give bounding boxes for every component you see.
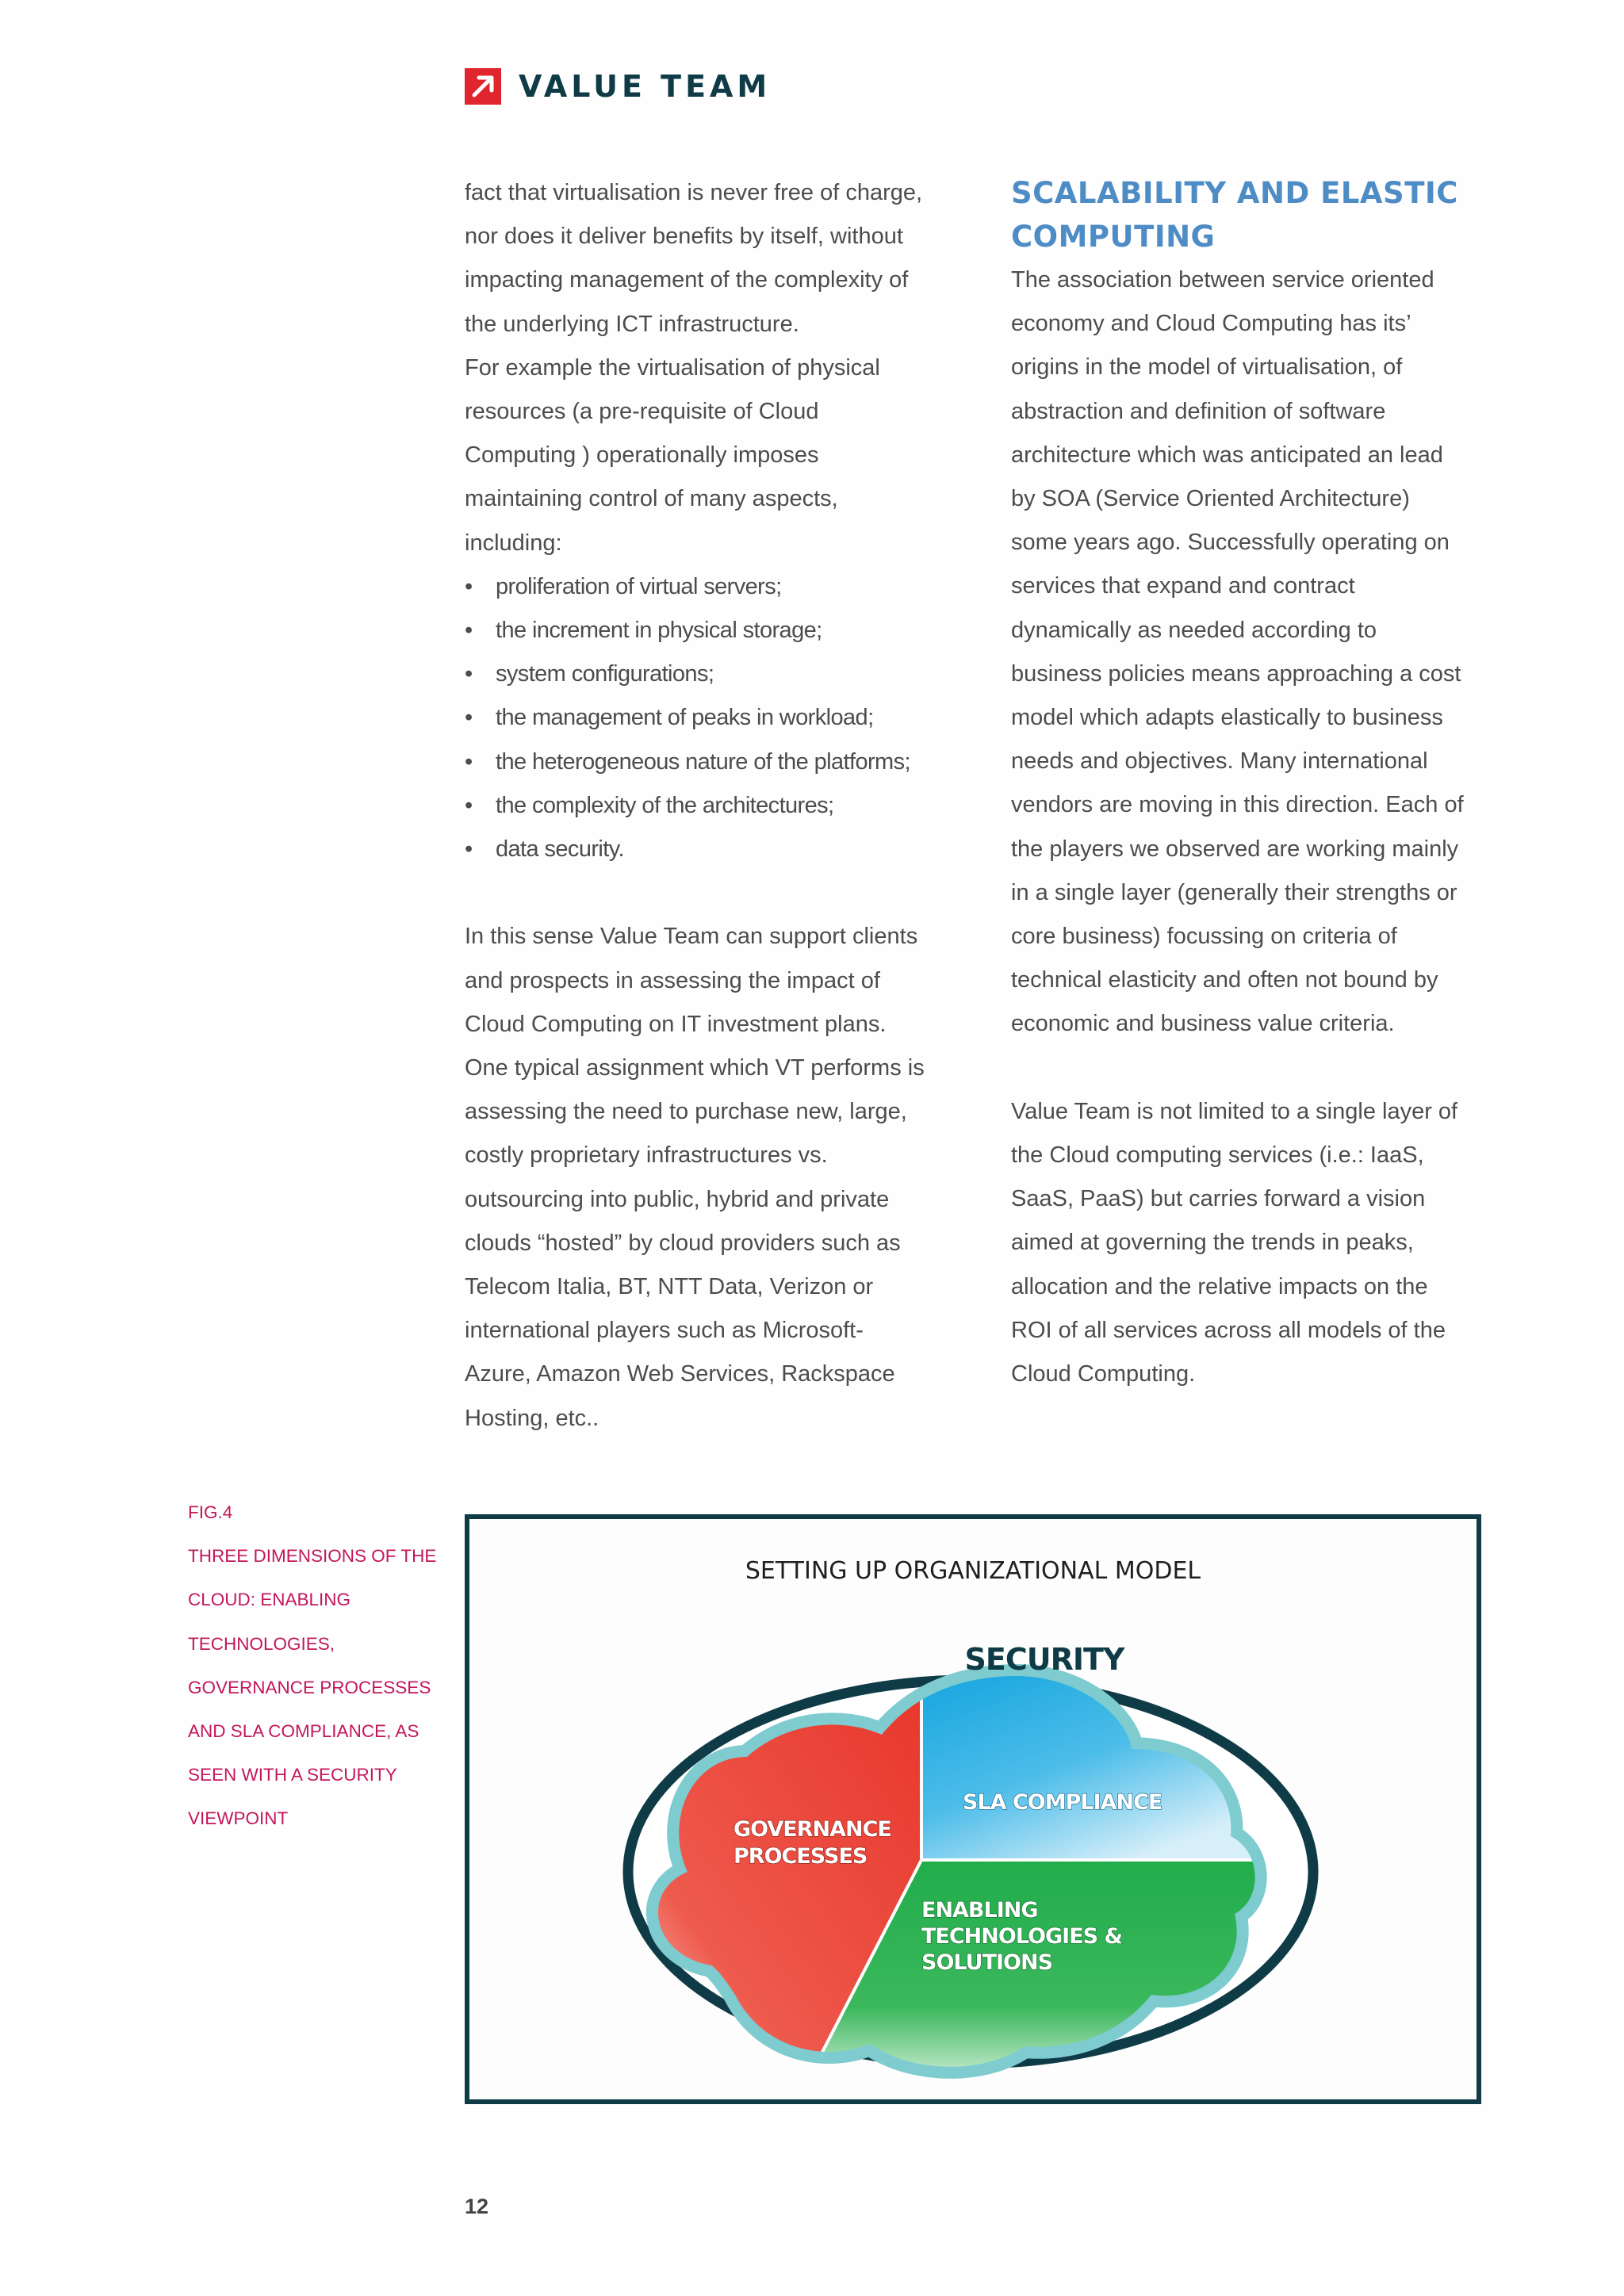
figure-caption: FIG.4 THREE DIMENSIONS OF THE CLOUD: ENABLING TECHNOLOGIES, GOVERNANCE PROCESSES AND SLA COMPLIANCE, AS SEEN WITH A SECURITY VIEWPOINT	[188, 1502, 437, 1829]
list-item: • the complexity of the architectures;	[465, 784, 940, 828]
paragraph-gap	[1011, 1047, 1487, 1090]
svg-text:SLA COMPLIANCE: SLA COMPLIANCE	[963, 1790, 1162, 1815]
left-column	[465, 171, 940, 1441]
page-number: 12	[465, 2195, 489, 2218]
list-item: • the increment in physical storage;	[465, 609, 940, 652]
list-item: • data security.	[465, 828, 940, 871]
list-item: • proliferation of virtual servers;	[465, 565, 940, 609]
assessment-paragraph: In this sense Value Team can support clients and prospects in assessing the impact of Cloud Computing on IT investment plans. One typical assignment which VT performs is assessing the need to purchase new, large, costly proprietary infrastructures vs. outsourcing into public, hybrid and private clouds “hosted” by cloud providers such as Telecom Italia, BT, NTT Data, Verizon or international players such as Microsoft- Azure, Amazon Web Services, Rackspace Hosting, etc..	[465, 924, 925, 1431]
figure-frame	[465, 1514, 1481, 2104]
svg-text:TECHNOLOGIES &: TECHNOLOGIES &	[921, 1924, 1123, 1949]
security-label: SECURITY	[964, 1642, 1124, 1677]
svg-text:GOVERNANCE: GOVERNANCE	[733, 1817, 891, 1842]
right-column	[1011, 171, 1487, 1396]
aspects-bullet-list	[465, 565, 940, 871]
example-paragraph: For example the virtualisation of physical resources (a pre-requisite of Cloud Computing ) operationally imposes maintaining control of many aspects, including:	[465, 354, 880, 556]
svg-text:PROCESSES: PROCESSES	[733, 1844, 868, 1869]
svg-text:SOLUTIONS: SOLUTIONS	[921, 1950, 1053, 1975]
cloud-model-diagram	[469, 1519, 1477, 2099]
scalability-paragraph: The association between service oriented economy and Cloud Computing has its’ origins in the model of virtualisation, of abstraction and definition of software architecture which was anticipated an lead by SOA (Service Oriented Architecture) some years ago. Successfully operating on services that expand and contract dynamically as needed according to business policies means approaching a cost model which adapts elastically to business needs and objectives. Many international vendors are moving in this direction. Each of the players we observed are working mainly in a single layer (generally their strengths or core business) focussing on criteria of technical elasticity and often not bound by economic and business value criteria.	[1011, 267, 1464, 1037]
brand-logo	[465, 68, 771, 105]
vision-paragraph: Value Team is not limited to a single layer of the Cloud computing services (i.e.: IaaS, SaaS, PaaS) but carries forward a vision aimed at governing the trends in peaks, allocation and the relative impacts on the ROI of all services across all models of the Cloud Computing.	[1011, 1098, 1458, 1387]
brand-name: VALUE TEAM	[519, 69, 772, 104]
logo-arrow-icon	[465, 68, 501, 105]
figure-title: SETTING UP ORGANIZATIONAL MODEL	[745, 1557, 1201, 1585]
list-item: • the management of peaks in workload;	[465, 696, 940, 740]
list-item: • system configurations;	[465, 652, 940, 696]
list-item: • the heterogeneous nature of the platforms;	[465, 740, 940, 784]
paragraph-gap	[465, 871, 940, 915]
sla-label	[963, 1790, 1162, 1815]
svg-text:ENABLING: ENABLING	[921, 1898, 1038, 1923]
intro-paragraph: fact that virtualisation is never free of charge, nor does it deliver benefits by itself, without impacting management of the complexity of the underlying ICT infrastructure.	[465, 180, 923, 337]
section-heading: SCALABILITY AND ELASTIC COMPUTING	[1011, 176, 1458, 254]
